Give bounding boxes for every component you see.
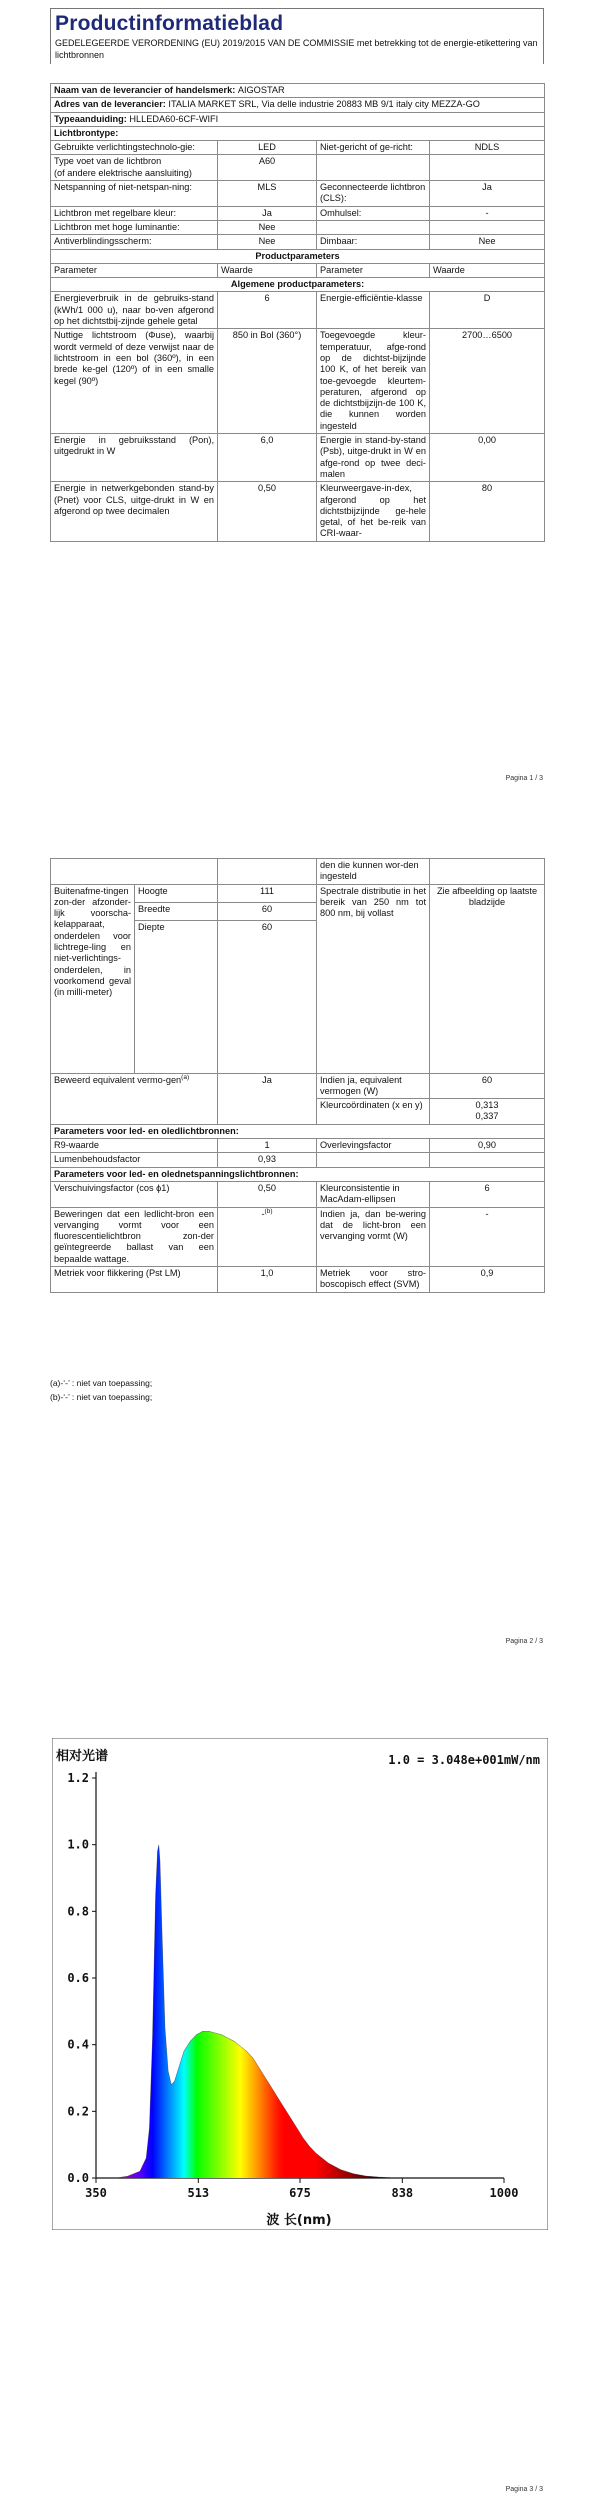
row-label: Energie in netwerkgebonden stand-by (Pnet) voor CLS, uitge-drukt in W en afgerond op twee decimalen	[51, 482, 218, 541]
column-header-parameter: Parameter	[51, 263, 218, 277]
chromaticity-x: 0,313	[475, 1100, 499, 1111]
chromaticity-label: Kleurcoördinaten (x en y)	[317, 1099, 430, 1125]
row-label: Energie in gebruiksstand (Pon), uitgedrukt in W	[51, 434, 218, 482]
product-params-section	[51, 249, 545, 263]
row-label: Lichtbron met hoge luminantie:	[51, 220, 218, 234]
row-label: Type voet van de lichtbron	[54, 156, 162, 167]
page-1	[0, 0, 591, 800]
footnotes	[50, 1376, 152, 1404]
table-row	[51, 155, 545, 181]
row-label: Netspanning of niet-netspan-ning:	[51, 181, 218, 207]
row-value	[430, 155, 545, 181]
row-value: D	[430, 292, 545, 329]
row-value: -	[430, 206, 545, 220]
equivalent-claim-label: Beweerd equivalent vermo-gen	[54, 1074, 182, 1085]
equivalent-power-row	[51, 1073, 545, 1099]
row-label: Geconnecteerde lichtbron (CLS):	[317, 181, 430, 207]
row-label: Nuttige lichtstroom (Φuse), waarbij wordt vermeld of deze verwijst naar de lichtstroom in een bol (360º), in een brede ke-gel (120º) of in een smalle kegel (90º)	[51, 329, 218, 434]
product-info-table-page-1	[50, 83, 545, 542]
dimension-label: Hoogte	[135, 884, 218, 902]
equivalent-power-label: Indien ja, equivalent vermogen (W)	[317, 1073, 430, 1099]
spectral-label: Spectrale distributie in het bereik van 250 nm tot 800 nm, bij vollast	[317, 884, 430, 1073]
row-value: 1,0	[218, 1267, 317, 1293]
model-value: HLLEDA60-6CF-WIFI	[129, 113, 219, 124]
spectrum-chart-svg	[52, 1738, 548, 2230]
led-section	[51, 1124, 545, 1138]
chromaticity-y: 0,337	[475, 1111, 499, 1122]
chart-scale-note: 1.0 = 3.048e+001mW/nm	[388, 1753, 540, 1767]
y-tick-label: 1.2	[67, 1771, 89, 1785]
equivalent-claim-value: Ja	[218, 1073, 317, 1124]
table-row	[51, 329, 545, 434]
table-row	[51, 1181, 545, 1207]
row-value: 2700…6500	[430, 329, 545, 434]
row-label: Dimbaar:	[317, 235, 430, 249]
y-tick-label: 0.0	[67, 2171, 89, 2185]
page-number: Pagina 1 / 3	[505, 775, 543, 782]
row-label: den die kunnen wor-den ingesteld	[317, 859, 430, 885]
x-tick-label: 513	[187, 2186, 210, 2200]
table-row	[51, 1267, 545, 1293]
row-label: Antiverblindingsscherm:	[51, 235, 218, 249]
led-section-title: Parameters voor led- en oledlichtbronnen:	[51, 1124, 545, 1138]
table-row	[51, 859, 545, 885]
row-label: Lumenbehoudsfactor	[51, 1153, 218, 1167]
equivalent-power-value: 60	[430, 1073, 545, 1099]
row-value: NDLS	[430, 141, 545, 155]
mains-section	[51, 1167, 545, 1181]
spectral-value: Zie afbeelding op laatste bladzijde	[430, 884, 545, 1073]
row-label: Verschuivingsfactor (cos ϕ1)	[51, 1181, 218, 1207]
footnote-a: (a)-‘-’ : niet van toepassing;	[50, 1378, 153, 1388]
mains-section-title: Parameters voor led- en olednetspanningslichtbronnen:	[51, 1167, 545, 1181]
dimension-value: 60	[218, 920, 317, 1073]
table-row	[51, 1153, 545, 1167]
dimensions-row	[51, 884, 545, 902]
column-header-row	[51, 263, 545, 277]
lightsource-section	[51, 126, 545, 140]
row-value: 80	[430, 482, 545, 541]
table-row	[51, 1207, 545, 1266]
page-number: Pagina 3 / 3	[505, 2486, 543, 2493]
row-value	[430, 220, 545, 234]
y-tick-label: 0.6	[67, 1971, 89, 1985]
row-label: Gebruikte verlichtingstechnolo-gie:	[51, 141, 218, 155]
row-label-note: (of andere elektrische aansluiting)	[54, 167, 192, 178]
row-label: Omhulsel:	[317, 206, 430, 220]
supplier-row	[51, 84, 545, 98]
row-value: Ja	[430, 181, 545, 207]
spectrum-chart	[52, 1738, 548, 2230]
address-row	[51, 98, 545, 112]
model-label: Typeaanduiding:	[54, 113, 127, 124]
row-value: 6	[218, 292, 317, 329]
row-value: 850 in Bol (360°)	[218, 329, 317, 434]
page-number: Pagina 2 / 3	[505, 1638, 543, 1645]
y-tick-label: 1.0	[67, 1837, 89, 1852]
row-label: Niet-gericht of ge-richt:	[317, 141, 430, 155]
regulation-text: GEDELEGEERDE VERORDENING (EU) 2019/2015 VAN DE COMMISSIE met betrekking tot de energie-etikettering van lichtbronnen	[55, 38, 538, 60]
row-label: Toegevoegde kleur-temperatuur, afge-rond op de dichtst-bijzijnde 100 K, of het bereik van toe-gevoegde kleurtem-peraturen, afgerond op de dichtstbijzijn-de 100 K, die kunnen worden ingesteld	[317, 329, 430, 434]
row-value: Nee	[218, 220, 317, 234]
row-label: Metriek voor stro-boscopisch effect (SVM)	[317, 1267, 430, 1293]
y-tick-label: 0.4	[67, 2037, 89, 2052]
general-params-title: Algemene productparameters:	[51, 278, 545, 292]
document-title: Productinformatieblad	[55, 12, 284, 35]
table-row	[51, 141, 545, 155]
footnote-ref: (a)	[181, 1073, 190, 1081]
row-label: Metriek voor flikkering (Pst LM)	[51, 1267, 218, 1293]
dimension-value: 111	[218, 884, 317, 902]
column-header-value: Waarde	[218, 263, 317, 277]
row-label: Overlevingsfactor	[317, 1139, 430, 1153]
row-value: LED	[218, 141, 317, 155]
supplier-name-value: AIGOSTAR	[237, 85, 285, 95]
x-tick-label: 350	[85, 2186, 107, 2200]
row-label: Indien ja, dan be-wering dat de licht-bron een vervanging vormt (W)	[317, 1207, 430, 1266]
table-row	[51, 482, 545, 541]
row-label: Kleurconsistentie in MacAdam-ellipsen	[317, 1181, 430, 1207]
table-row	[51, 434, 545, 482]
row-label	[317, 220, 430, 234]
row-label: Lichtbron met regelbare kleur:	[51, 206, 218, 220]
page-3	[0, 1680, 591, 2510]
footnote-ref: (b)	[264, 1207, 273, 1215]
dimension-value: 60	[218, 902, 317, 920]
dimensions-label: Buitenafme-tingen zon-der afzonder-lijk voorscha-kelapparaat, onderdelen voor lichtrege-ling en niet-verlichtings-onderdelen, in voorkomend geval (in milli-meter)	[51, 884, 135, 1073]
row-label: Energie in stand-by-stand (Psb), uitge-drukt in W en afge-rond op twee deci-malen	[317, 434, 430, 482]
x-axis-label: 波 长(nm)	[266, 2213, 332, 2228]
row-value: 0,00	[430, 434, 545, 482]
general-params-section	[51, 278, 545, 292]
row-value: MLS	[218, 181, 317, 207]
table-row	[51, 220, 545, 234]
column-header-parameter: Parameter	[317, 263, 430, 277]
table-row	[51, 235, 545, 249]
column-header-value: Waarde	[430, 263, 545, 277]
row-value: -	[261, 1208, 265, 1219]
row-value: 0,50	[218, 482, 317, 541]
x-tick-label: 1000	[489, 2186, 519, 2200]
table-row	[51, 292, 545, 329]
table-row	[51, 1139, 545, 1153]
chart-title: 相对光谱	[56, 1749, 109, 1764]
row-value	[430, 1153, 545, 1167]
supplier-name-label: Naam van de leverancier of handelsmerk:	[54, 85, 236, 95]
row-value: A60	[218, 155, 317, 181]
dimension-label: Diepte	[135, 920, 218, 1073]
y-tick-label: 0.2	[67, 2104, 89, 2119]
row-value: Nee	[218, 235, 317, 249]
row-label: Beweringen dat een ledlicht-bron een vervanging vormt voor een fluorescentielichtbron zon-der geïntegreerde ballast van een bepaalde wattage.	[51, 1207, 218, 1266]
product-params-title: Productparameters	[51, 249, 545, 263]
row-value: 1	[218, 1139, 317, 1153]
row-label: R9-waarde	[51, 1139, 218, 1153]
row-label: Kleurweergave-in-dex, afgerond op het dichtstbijzijnde ge-hele getal, of het be-reik van CRI-waar-	[317, 482, 430, 541]
row-label: Energieverbruik in de gebruiks-stand (kWh/1 000 u), naar bo-ven afgerond op het dichtstbij-zijnde gehele getal	[51, 292, 218, 329]
row-value: -	[430, 1207, 545, 1266]
page-2	[0, 800, 591, 1680]
row-value: 0,50	[218, 1181, 317, 1207]
address-value: ITALIA MARKET SRL, Via delle industrie 20883 MB 9/1 italy city MEZZA-GO	[168, 99, 480, 110]
y-tick-label: 0.8	[67, 1904, 89, 1919]
x-tick-label: 675	[289, 2186, 311, 2200]
row-value: 0,90	[430, 1139, 545, 1153]
table-row	[51, 181, 545, 207]
model-row	[51, 112, 545, 126]
row-value: 0,93	[218, 1153, 317, 1167]
row-label: Energie-efficiëntie-klasse	[317, 292, 430, 329]
table-row	[51, 206, 545, 220]
row-value: 0,9	[430, 1267, 545, 1293]
document-header	[50, 8, 544, 64]
row-value: 6,0	[218, 434, 317, 482]
row-value: Nee	[430, 235, 545, 249]
row-label	[317, 155, 430, 181]
row-value: 6	[430, 1181, 545, 1207]
product-info-table-page-2	[50, 858, 545, 1293]
dimension-label: Breedte	[135, 902, 218, 920]
lightsource-section-title: Lichtbrontype:	[51, 126, 545, 140]
row-value: Ja	[218, 206, 317, 220]
footnote-b: (b)-‘-’ : niet van toepassing;	[50, 1392, 153, 1402]
x-tick-label: 838	[391, 2186, 414, 2200]
address-label: Adres van de leverancier:	[54, 99, 166, 110]
row-label	[317, 1153, 430, 1167]
